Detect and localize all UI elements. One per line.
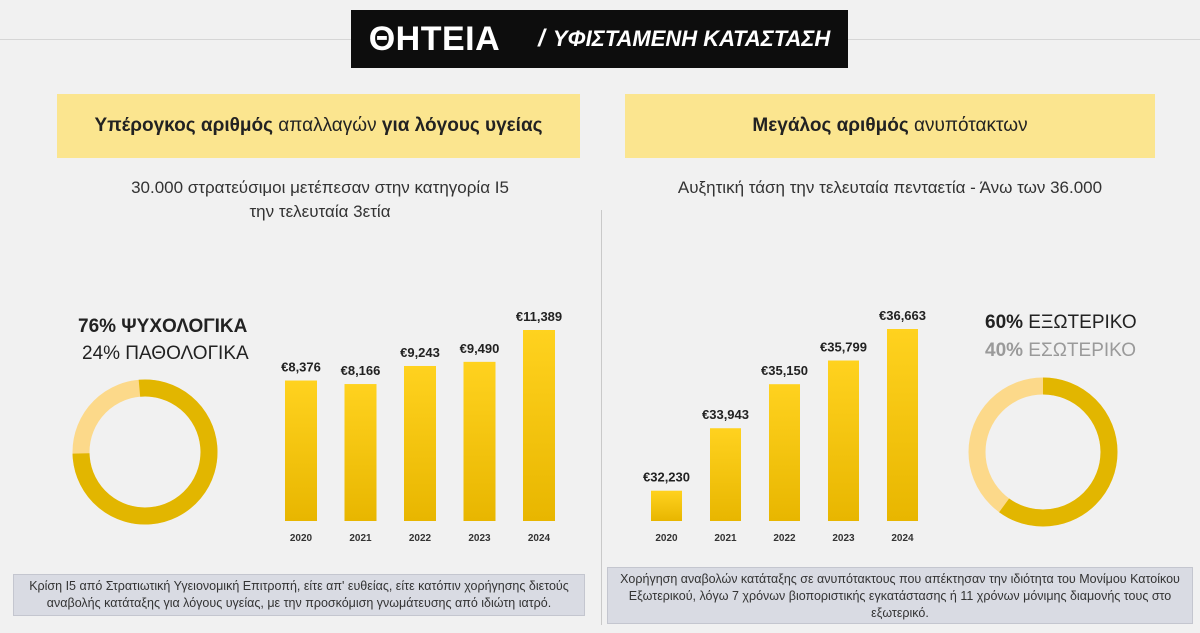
left-bars-data-label-2022: €9,243 [400,344,440,360]
left-bars-tick-label-2021: 2021 [349,533,372,544]
right-bars-bar-2021 [710,428,741,521]
left-banner-bold2: για λόγους υγείας [381,115,543,136]
left-bars-bar-2022 [404,366,436,521]
left-pct-secondary: 24% ΠΑΘΟΛΟΓΙΚΑ [82,343,249,364]
right-footnote: Χορήγηση αναβολών κατάταξης σε ανυπότακτους που απέκτησαν την ιδιότητα του Μονίμου Κατοίκου Εξωτερικού, λόγω 7 χρόνων βιοποριστικής εγκατάστασης ή 11 χρόνων μόνιμης διαμονής τους στο εξωτερικό. [607,567,1193,624]
left-bars-tick-label-2023: 2023 [468,533,491,544]
left-bars-data-label-2020: €8,376 [281,359,321,375]
right-bars-data-label-2024: €36,663 [879,308,926,323]
right-bars-tick-label-2021: 2021 [714,533,737,544]
left-bars-tick-label-2022: 2022 [408,533,432,544]
right-subtitle-line1: Αυξητική τάση την τελευταία πενταετία - Άνω των 36.000 [677,178,1103,197]
right-bars-data-label-2023: €35,799 [820,339,867,355]
page-subtitle: ΥΦΙΣΤΑΜΕΝΗ ΚΑΤΑΣΤΑΣΗ [552,26,831,51]
right-pct-secondary-value: 40% [985,340,1024,361]
left-subtitle-line1: 30.000 στρατεύσιμοι μετέπεσαν στην κατηγορία Ι5 [131,178,509,197]
right-pct-secondary-label: ΕΣΩΤΕΡΙΚΟ [1023,340,1137,361]
right-bars-tick-label-2023: 2023 [832,533,855,544]
right-bars-tick-label-2020: 2020 [655,533,678,544]
right-bars-bar-2020 [651,491,682,521]
left-footnote: Κρίση Ι5 από Στρατιωτική Υγειονομική Επιτροπή, είτε απ' ευθείας, είτε κατόπιν χορήγησης διετούς αναβολής κατάταξης για λόγους υγείας, με την προσκόμιση γνωμάτευσης από ιδιώτη ιατρό. [13,574,585,616]
left-bars-data-label-2023: €9,490 [459,340,500,356]
right-bars-data-label-2020: €32,230 [643,469,690,485]
left-bars-bar-2021 [345,384,377,521]
right-bars-tick-label-2022: 2022 [773,533,796,544]
right-bars-data-label-2021: €33,943 [702,407,749,423]
left-subtitle-line2: την τελευταία 3ετία [249,202,391,221]
left-bars-bar-2023 [464,362,496,521]
right-pct-primary-value: 60% [985,312,1024,333]
left-bars-tick-label-2024: 2024 [527,533,551,544]
right-bars-data-label-2022: €35,150 [761,363,808,379]
left-bars-data-label-2024: €11,389 [515,309,563,324]
title-separator: / [538,25,545,52]
right-bars-tick-label-2024: 2024 [891,533,914,544]
right-banner-bold1: Μεγάλος αριθμός [752,115,909,136]
left-bars-bar-2020 [285,381,317,521]
left-banner-bold1: Υπέρογκος αριθμός [94,115,273,136]
right-bars-bar-2022 [769,384,800,521]
left-bars-tick-label-2020: 2020 [289,533,313,544]
right-pct-primary-label: ΕΞΩΤΕΡΙΚΟ [1023,312,1137,333]
page-title: ΘΗΤΕΙΑ [368,19,501,58]
left-bars-data-label-2021: €8,166 [340,363,381,379]
right-bars-bar-2024 [887,329,918,521]
left-pct-primary: 76% ΨΥΧΟΛΟΓΙΚΑ [78,316,248,337]
left-banner-normal: απαλλαγών [273,115,382,136]
left-bars-bar-2024 [523,330,555,521]
right-bars-bar-2023 [828,361,859,521]
right-banner-normal: ανυπότακτων [908,115,1028,136]
